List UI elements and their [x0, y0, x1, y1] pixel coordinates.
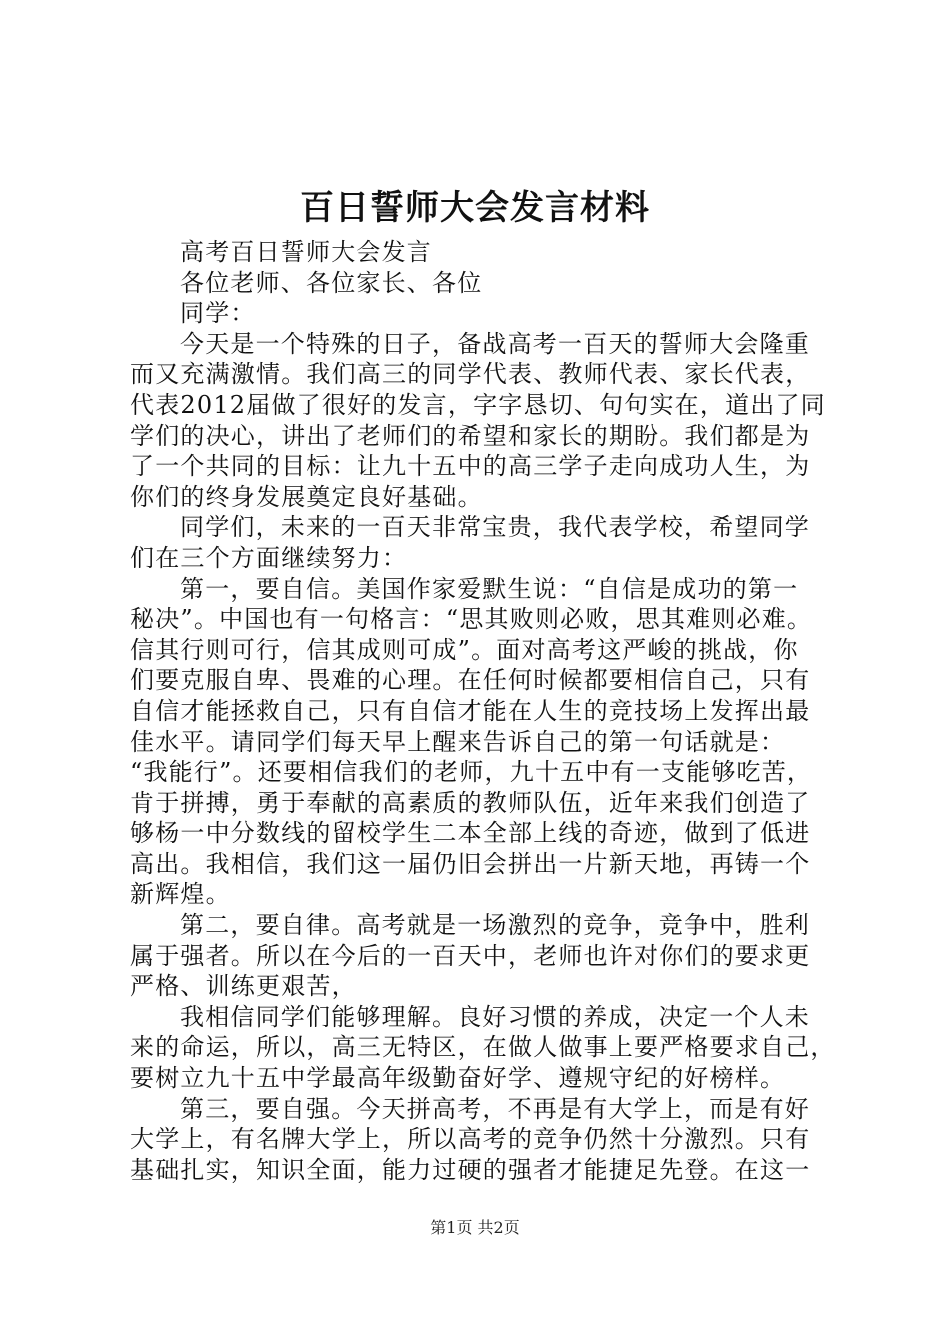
paragraph-line: 今天是一个特殊的日子，备战高考一百天的誓师大会隆重 [180, 329, 810, 358]
paragraph-line: 佳水平。请同学们每天早上醒来告诉自己的第一句话就是： [130, 727, 786, 756]
document-body [130, 237, 836, 1185]
paragraph-line: 肯于拼搏，勇于奉献的高素质的教师队伍，近年来我们创造了 [130, 788, 811, 817]
paragraph-line: 同学们，未来的一百天非常宝贵，我代表学校，希望同学 [180, 513, 810, 542]
paragraph-line: 而又充满激情。我们高三的同学代表、教师代表、家长代表， [130, 360, 811, 389]
paragraph-line: “我能行”。还要相信我们的老师，九十五中有一支能够吃苦， [130, 758, 813, 787]
paragraph-line: 严格、训练更艰苦， [130, 972, 357, 1001]
paragraph-line: 我相信同学们能够理解。良好习惯的养成，决定一个人未 [180, 1002, 810, 1031]
paragraph-line: 同学： [180, 299, 256, 328]
paragraph-line: 代表2012届做了很好的发言，字字恳切、句句实在，道出了同 [130, 390, 826, 419]
paragraph-line: 属于强者。所以在今后的一百天中，老师也许对你们的要求更 [130, 941, 811, 970]
paragraph-line: 来的命运，所以，高三无特区，在做人做事上要严格要求自己， [130, 1033, 836, 1062]
paragraph-line: 够杨一中分数线的留校学生二本全部上线的奇迹，做到了低进 [130, 819, 811, 848]
paragraph-line: 要树立九十五中学最高年级勤奋好学、遵规守纪的好榜样。 [130, 1064, 786, 1093]
paragraph-line: 秘决”。中国也有一句格言：“思其败则必败，思其难则必难。 [130, 605, 813, 634]
paragraph-line: 高出。我相信，我们这一届仍旧会拼出一片新天地，再铸一个 [130, 849, 811, 878]
paragraph-line: 各位老师、各位家长、各位 [180, 268, 483, 297]
paragraph-line: 基础扎实，知识全面，能力过硬的强者才能捷足先登。在这一 [130, 1155, 811, 1184]
paragraph-line: 第一，要自信。美国作家爱默生说：“自信是成功的第一 [180, 574, 799, 603]
paragraph-line: 学们的决心，讲出了老师们的希望和家长的期盼。我们都是为 [130, 421, 811, 450]
paragraph-line: 你们的终身发展奠定良好基础。 [130, 482, 483, 511]
paragraph-line: 信其行则可行，信其成则可成”。面对高考这严峻的挑战，你 [130, 635, 799, 664]
paragraph-line: 了一个共同的目标：让九十五中的高三学子走向成功人生，为 [130, 452, 811, 481]
paragraph-line: 们在三个方面继续努力： [130, 543, 408, 572]
paragraph-line: 第三，要自强。今天拼高考，不再是有大学上，而是有好 [180, 1094, 810, 1123]
page-title: 百日誓师大会发言材料 [300, 188, 650, 228]
paragraph-line: 自信才能拯救自己，只有自信才能在人生的竞技场上发挥出最 [130, 696, 811, 725]
paragraph-line: 第二，要自律。高考就是一场激烈的竞争，竞争中，胜利 [180, 911, 810, 940]
paragraph-line: 大学上，有名牌大学上，所以高考的竞争仍然十分激烈。只有 [130, 1125, 811, 1154]
paragraph-line: 高考百日誓师大会发言 [180, 238, 432, 266]
paragraph-line: 新辉煌。 [130, 880, 231, 909]
paragraph-line: 们要克服自卑、畏难的心理。在任何时候都要相信自己，只有 [130, 666, 811, 695]
page-footer: 第1页 共2页 [430, 1218, 520, 1237]
